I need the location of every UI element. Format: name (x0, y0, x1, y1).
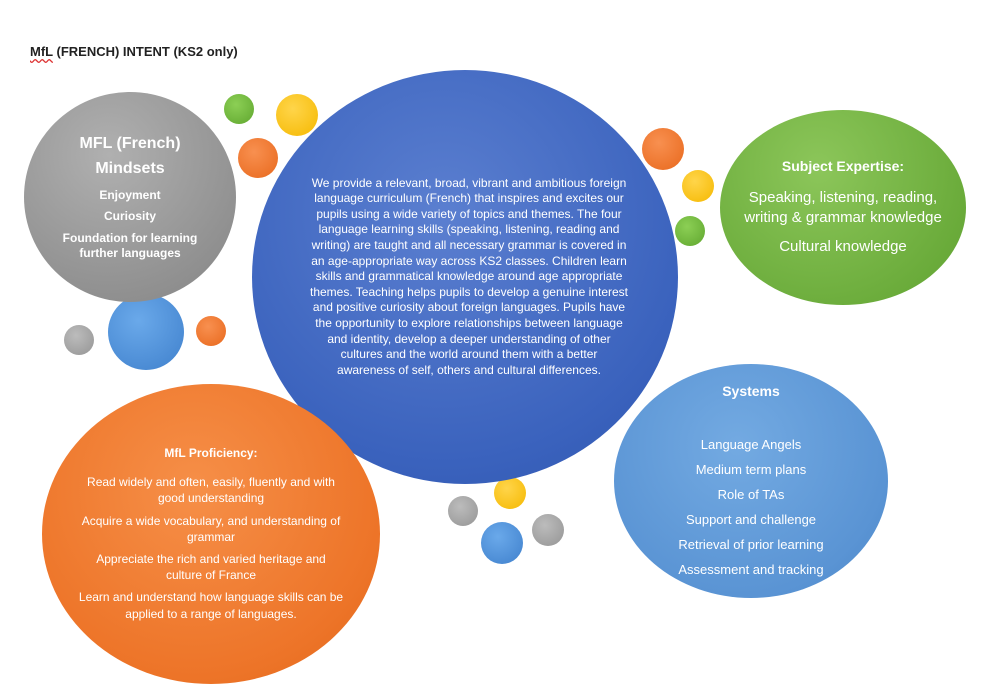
mindsets-heading-line1: MFL (French) (79, 135, 181, 153)
decor-dot-orange (238, 138, 278, 178)
decor-dot-orange (196, 316, 226, 346)
mindsets-item: Foundation for learning further languages (62, 230, 198, 261)
mfl-proficiency-heading: MfL Proficiency: (164, 446, 258, 461)
systems-circle (614, 364, 888, 598)
systems-item: Medium term plans (695, 462, 807, 478)
decor-dot-grey (64, 325, 94, 355)
systems-item: Language Angels (700, 437, 802, 453)
mfl-proficiency-item: Read widely and often, easily, fluently and with good understanding (87, 475, 335, 506)
mindsets-circle (24, 92, 236, 302)
decor-dot-blue (108, 294, 184, 370)
title-prefix: MfL (30, 44, 53, 59)
decor-dot-yellow (682, 170, 714, 202)
subject-expertise-item: Cultural knowledge (779, 237, 907, 255)
systems-item: Assessment and tracking (678, 561, 824, 577)
systems-heading: Systems (722, 383, 780, 400)
decor-dot-yellow (494, 477, 526, 509)
subject-expertise-heading: Subject Expertise: (781, 158, 905, 175)
systems-item: Role of TAs (717, 487, 785, 503)
mindsets-item: Enjoyment (99, 187, 161, 202)
mfl-proficiency-item: Learn and understand how language skills can be applied to a range of languages. (78, 590, 344, 621)
subject-expertise-item: Speaking, listening, reading, writing & grammar knowledge (744, 189, 942, 227)
mfl-proficiency-circle (42, 384, 380, 684)
page-title (30, 44, 238, 59)
decor-dot-blue (481, 522, 523, 564)
decor-dot-green (224, 94, 254, 124)
decor-dot-grey (448, 496, 478, 526)
systems-item: Retrieval of prior learning (678, 536, 824, 552)
decor-dot-green (675, 216, 705, 246)
mindsets-item: Curiosity (103, 209, 156, 224)
mfl-proficiency-item: Appreciate the rich and varied heritage and culture of France (96, 552, 326, 583)
systems-item: Support and challenge (685, 512, 817, 527)
decor-dot-orange (642, 128, 684, 170)
title-rest: (FRENCH) INTENT (KS2 only) (52, 44, 238, 59)
mfl-proficiency-item: Acquire a wide vocabulary, and understanding of grammar (81, 513, 341, 544)
decor-dot-yellow (276, 94, 318, 136)
subject-expertise-circle (720, 110, 966, 305)
mindsets-heading-line2: Mindsets (95, 159, 165, 177)
curriculum-intent-text: We provide a relevant, broad, vibrant and ambitious foreign language curriculum (French) that inspires and excites our pupils using a wide variety of topics and themes. The four language learning skills (speaking, listening, reading and writing) are taught and all necessary grammar is covered in an age-appropriate way across KS2 classes. Children learn skills and grammatical knowledge around age appropriate themes. Teaching helps pupils to develop a genuine interest and positive curiosity about foreign languages. Pupils have the opportunity to explore relationships between language and identity, develop a deeper understanding of other cultures and the world around them with a better awareness of self, others and cultural differences. (310, 175, 628, 377)
decor-dot-grey (532, 514, 564, 546)
